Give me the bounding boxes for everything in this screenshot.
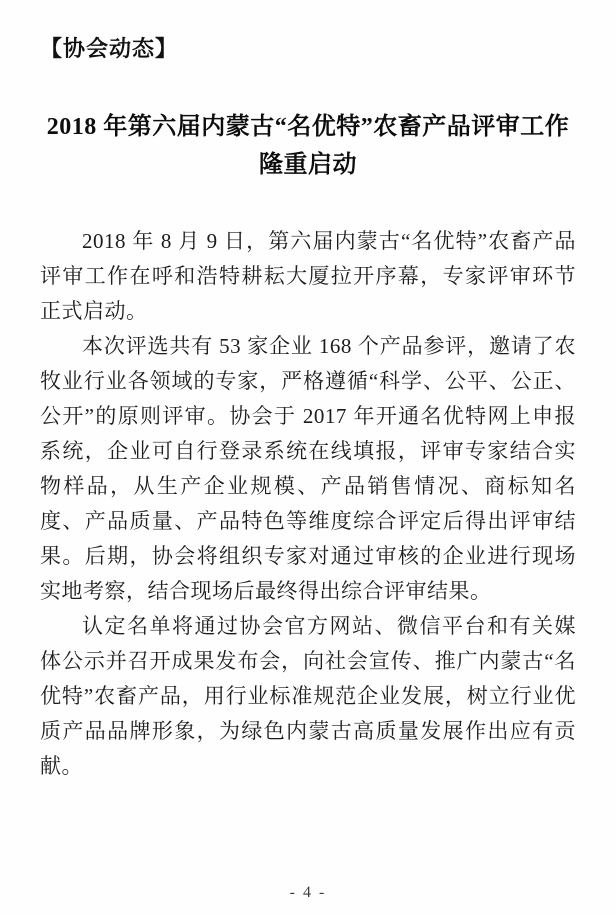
paragraph-3: 认定名单将通过协会官方网站、微信平台和有关媒体公示并召开成果发布会，向社会宣传、推广内蒙古“名优特”农畜产品，用行业标准规范企业发展，树立行业优质产品品牌形象，为绿色内蒙古高质量发展作出应有贡献。 <box>40 614 576 778</box>
paragraph-2: 本次评选共有 53 家企业 168 个产品参评，邀请了农牧业行业各领域的专家，严格遵循“科学、公平、公正、公开”的原则评审。协会于 2017 年开通名优特网上申报系统，企业可自行登录系统在线填报，评审专家结合实物样品，从生产企业规模、产品销售情况、商标知名度、产品质量、产品特色等维度综合评定后得出评审结果。后期，协会将组织专家对通过审核的企业进行现场实地考察，结合现场后最终得出综合评审结果。 <box>40 334 576 603</box>
paragraph-1: 2018 年 8 月 9 日，第六届内蒙古“名优特”农畜产品评审工作在呼和浩特耕耘大厦拉开序幕，专家评审环节正式启动。 <box>40 229 576 323</box>
title-line-1: 2018 年第六届内蒙古“名优特”农畜产品评审工作 <box>46 114 570 140</box>
document-body <box>40 224 576 784</box>
title-line-2: 隆重启动 <box>259 152 357 178</box>
page-footer <box>0 884 616 902</box>
page-number: - 4 - <box>289 884 327 901</box>
section-label: 【协会动态】 <box>40 36 179 61</box>
document-title <box>40 108 576 184</box>
